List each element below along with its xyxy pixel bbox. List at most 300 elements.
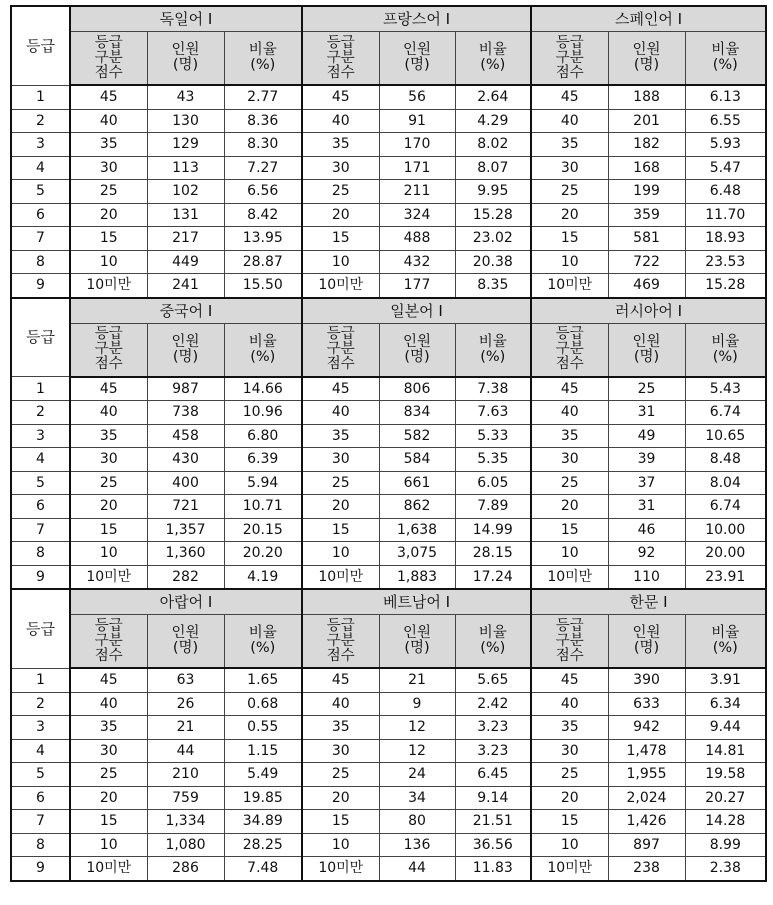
score-cell: 10 bbox=[302, 250, 379, 274]
count-cell: 31 bbox=[608, 401, 685, 425]
grade-cell: 7 bbox=[11, 518, 70, 542]
count-cell: 987 bbox=[147, 377, 224, 401]
ratio-cell: 2.64 bbox=[455, 85, 531, 109]
count-cell: 44 bbox=[379, 857, 455, 881]
ratio-cell: 5.94 bbox=[224, 471, 302, 495]
sub-header-line: 등급 bbox=[94, 326, 123, 342]
count-cell: 129 bbox=[147, 133, 224, 157]
score-cell: 20 bbox=[302, 786, 379, 810]
count-cell: 721 bbox=[147, 495, 224, 519]
grade-cell: 7 bbox=[11, 227, 70, 251]
count-cell: 1,357 bbox=[147, 518, 224, 542]
ratio-header bbox=[685, 32, 766, 86]
sub-header-line: 비율 bbox=[711, 42, 740, 58]
grade-cell: 2 bbox=[11, 401, 70, 425]
table-row bbox=[11, 156, 766, 180]
count-cell: 217 bbox=[147, 227, 224, 251]
count-header bbox=[608, 32, 685, 86]
ratio-cell: 28.15 bbox=[455, 542, 531, 566]
count-cell: 177 bbox=[379, 274, 455, 298]
ratio-cell: 15.28 bbox=[685, 274, 766, 298]
count-header bbox=[379, 32, 455, 86]
grade-cell: 3 bbox=[11, 133, 70, 157]
score-cut-header bbox=[302, 32, 379, 86]
sub-header-line: 점수 bbox=[326, 356, 355, 372]
ratio-cell: 2.38 bbox=[685, 857, 766, 881]
count-cell: 806 bbox=[379, 377, 455, 401]
count-cell: 91 bbox=[379, 109, 455, 133]
count-cell: 458 bbox=[147, 424, 224, 448]
count-cell: 1,955 bbox=[608, 763, 685, 787]
ratio-cell: 15.28 bbox=[455, 203, 531, 227]
ratio-cell: 21.51 bbox=[455, 810, 531, 834]
ratio-header bbox=[685, 323, 766, 377]
score-cell: 35 bbox=[302, 133, 379, 157]
count-cell: 449 bbox=[147, 250, 224, 274]
score-cell: 30 bbox=[302, 156, 379, 180]
score-cell: 45 bbox=[302, 668, 379, 692]
count-cell: 201 bbox=[608, 109, 685, 133]
ratio-cell: 9.95 bbox=[455, 180, 531, 204]
count-cell: 738 bbox=[147, 401, 224, 425]
score-cell: 30 bbox=[531, 739, 608, 763]
sub-header-line: 구분 bbox=[555, 341, 584, 357]
ratio-cell: 3.23 bbox=[455, 739, 531, 763]
sub-header-line: 구분 bbox=[555, 49, 584, 66]
sub-header-line: (명) bbox=[404, 640, 430, 656]
ratio-cell: 5.35 bbox=[455, 448, 531, 472]
score-cell: 35 bbox=[302, 716, 379, 740]
language-header-row bbox=[11, 6, 766, 32]
sub-header-line: 등급 bbox=[555, 34, 584, 51]
ratio-cell: 7.63 bbox=[455, 401, 531, 425]
count-cell: 400 bbox=[147, 471, 224, 495]
table-row bbox=[11, 401, 766, 425]
score-cell: 15 bbox=[531, 227, 608, 251]
ratio-cell: 5.93 bbox=[685, 133, 766, 157]
score-cell: 40 bbox=[302, 109, 379, 133]
sub-header-line: 인원 bbox=[403, 625, 432, 641]
score-cell: 40 bbox=[70, 401, 147, 425]
sub-header-line: 비율 bbox=[248, 42, 277, 58]
count-cell: 582 bbox=[379, 424, 455, 448]
grade-cell: 2 bbox=[11, 109, 70, 133]
ratio-cell: 23.02 bbox=[455, 227, 531, 251]
score-cell: 20 bbox=[531, 203, 608, 227]
grade-cell: 6 bbox=[11, 203, 70, 227]
sub-header-line: 등급 bbox=[555, 617, 584, 634]
score-cell: 30 bbox=[302, 448, 379, 472]
sub-header-line: 비율 bbox=[248, 625, 277, 641]
grade-cell: 5 bbox=[11, 180, 70, 204]
ratio-cell: 28.25 bbox=[224, 833, 302, 857]
sub-header-line: 인원 bbox=[171, 42, 200, 58]
count-cell: 26 bbox=[147, 692, 224, 716]
count-cell: 2,024 bbox=[608, 786, 685, 810]
score-cell: 40 bbox=[70, 692, 147, 716]
language-title: 러시아어 I bbox=[531, 298, 766, 324]
language-header-row bbox=[11, 589, 766, 615]
ratio-cell: 3.23 bbox=[455, 716, 531, 740]
count-cell: 722 bbox=[608, 250, 685, 274]
table-row bbox=[11, 227, 766, 251]
count-cell: 210 bbox=[147, 763, 224, 787]
sub-header-line: 점수 bbox=[326, 64, 355, 81]
sub-header-line: 구분 bbox=[94, 632, 123, 649]
ratio-cell: 5.65 bbox=[455, 668, 531, 692]
count-cell: 834 bbox=[379, 401, 455, 425]
grade-cell: 1 bbox=[11, 377, 70, 401]
table-row bbox=[11, 424, 766, 448]
score-cell: 25 bbox=[531, 471, 608, 495]
score-cell: 15 bbox=[302, 810, 379, 834]
ratio-cell: 5.33 bbox=[455, 424, 531, 448]
sub-header-row bbox=[11, 615, 766, 669]
score-cell: 45 bbox=[70, 668, 147, 692]
ratio-cell: 5.47 bbox=[685, 156, 766, 180]
table-row bbox=[11, 85, 766, 109]
ratio-cell: 17.24 bbox=[455, 565, 531, 589]
score-cell: 20 bbox=[531, 495, 608, 519]
sub-header-line: 인원 bbox=[632, 42, 661, 58]
count-cell: 34 bbox=[379, 786, 455, 810]
count-cell: 102 bbox=[147, 180, 224, 204]
count-cell: 199 bbox=[608, 180, 685, 204]
count-cell: 92 bbox=[608, 542, 685, 566]
count-cell: 31 bbox=[608, 495, 685, 519]
ratio-cell: 6.74 bbox=[685, 401, 766, 425]
ratio-cell: 20.38 bbox=[455, 250, 531, 274]
ratio-cell: 20.00 bbox=[685, 542, 766, 566]
table-row bbox=[11, 180, 766, 204]
score-cut-header bbox=[531, 615, 608, 669]
grade-cell: 5 bbox=[11, 471, 70, 495]
score-cell: 35 bbox=[70, 716, 147, 740]
grade-cell: 5 bbox=[11, 763, 70, 787]
table-body bbox=[11, 6, 766, 881]
ratio-header bbox=[455, 615, 531, 669]
score-cell: 15 bbox=[70, 518, 147, 542]
ratio-cell: 9.44 bbox=[685, 716, 766, 740]
grade-column-header: 등급 bbox=[11, 589, 70, 668]
score-cell: 25 bbox=[531, 763, 608, 787]
count-cell: 238 bbox=[608, 857, 685, 881]
ratio-header bbox=[224, 615, 302, 669]
ratio-cell: 8.35 bbox=[455, 274, 531, 298]
ratio-cell: 2.77 bbox=[224, 85, 302, 109]
ratio-cell: 14.28 bbox=[685, 810, 766, 834]
count-header bbox=[147, 323, 224, 377]
ratio-cell: 7.27 bbox=[224, 156, 302, 180]
count-cell: 897 bbox=[608, 833, 685, 857]
score-cell: 35 bbox=[302, 424, 379, 448]
score-cell: 45 bbox=[531, 377, 608, 401]
grade-cell: 6 bbox=[11, 495, 70, 519]
count-cell: 759 bbox=[147, 786, 224, 810]
score-cell: 15 bbox=[302, 227, 379, 251]
ratio-cell: 18.93 bbox=[685, 227, 766, 251]
score-cell: 40 bbox=[531, 109, 608, 133]
score-cell: 25 bbox=[70, 471, 147, 495]
table-row bbox=[11, 668, 766, 692]
language-title: 베트남어 I bbox=[302, 589, 531, 615]
ratio-cell: 8.42 bbox=[224, 203, 302, 227]
score-cell: 30 bbox=[531, 448, 608, 472]
grade-cell: 7 bbox=[11, 810, 70, 834]
score-cut-header bbox=[70, 323, 147, 377]
ratio-cell: 3.91 bbox=[685, 668, 766, 692]
sub-header-line: (%) bbox=[480, 57, 506, 73]
score-cell: 45 bbox=[531, 85, 608, 109]
table-row bbox=[11, 716, 766, 740]
ratio-cell: 10.96 bbox=[224, 401, 302, 425]
score-cell: 25 bbox=[531, 180, 608, 204]
count-header bbox=[608, 615, 685, 669]
ratio-cell: 5.49 bbox=[224, 763, 302, 787]
score-cell: 10미만 bbox=[302, 857, 379, 881]
count-cell: 188 bbox=[608, 85, 685, 109]
sub-header-line: (%) bbox=[480, 348, 506, 365]
sub-header-line: 등급 bbox=[326, 34, 355, 51]
table-row bbox=[11, 786, 766, 810]
language-title: 프랑스어 I bbox=[302, 6, 531, 32]
ratio-cell: 14.81 bbox=[685, 739, 766, 763]
count-cell: 9 bbox=[379, 692, 455, 716]
ratio-cell: 20.27 bbox=[685, 786, 766, 810]
score-cell: 10 bbox=[302, 542, 379, 566]
score-cell: 10 bbox=[302, 833, 379, 857]
count-cell: 390 bbox=[608, 668, 685, 692]
table-row bbox=[11, 448, 766, 472]
ratio-cell: 6.56 bbox=[224, 180, 302, 204]
language-header-row bbox=[11, 298, 766, 324]
sub-header-line: 점수 bbox=[94, 647, 123, 664]
score-cell: 20 bbox=[302, 203, 379, 227]
ratio-cell: 0.55 bbox=[224, 716, 302, 740]
score-cell: 30 bbox=[70, 448, 147, 472]
count-header bbox=[608, 323, 685, 377]
sub-header-line: 인원 bbox=[632, 333, 661, 350]
sub-header-line: 비율 bbox=[248, 333, 277, 350]
count-cell: 1,478 bbox=[608, 739, 685, 763]
sub-header-row bbox=[11, 32, 766, 86]
ratio-cell: 13.95 bbox=[224, 227, 302, 251]
ratio-cell: 5.43 bbox=[685, 377, 766, 401]
count-cell: 633 bbox=[608, 692, 685, 716]
sub-header-line: 구분 bbox=[94, 341, 123, 357]
ratio-cell: 8.48 bbox=[685, 448, 766, 472]
ratio-cell: 14.99 bbox=[455, 518, 531, 542]
count-cell: 170 bbox=[379, 133, 455, 157]
ratio-cell: 1.65 bbox=[224, 668, 302, 692]
sub-header-line: 등급 bbox=[326, 617, 355, 634]
score-cell: 25 bbox=[302, 763, 379, 787]
ratio-cell: 8.30 bbox=[224, 133, 302, 157]
score-cell: 10 bbox=[70, 250, 147, 274]
ratio-cell: 6.80 bbox=[224, 424, 302, 448]
ratio-cell: 28.87 bbox=[224, 250, 302, 274]
count-cell: 63 bbox=[147, 668, 224, 692]
ratio-cell: 2.42 bbox=[455, 692, 531, 716]
count-header bbox=[147, 615, 224, 669]
count-cell: 488 bbox=[379, 227, 455, 251]
score-cut-header bbox=[531, 323, 608, 377]
count-cell: 130 bbox=[147, 109, 224, 133]
ratio-cell: 6.13 bbox=[685, 85, 766, 109]
score-cell: 15 bbox=[531, 518, 608, 542]
count-cell: 21 bbox=[147, 716, 224, 740]
ratio-cell: 6.55 bbox=[685, 109, 766, 133]
sub-header-line: 인원 bbox=[171, 333, 200, 350]
ratio-header bbox=[455, 323, 531, 377]
sub-header-line: 구분 bbox=[326, 341, 355, 357]
count-cell: 37 bbox=[608, 471, 685, 495]
count-cell: 432 bbox=[379, 250, 455, 274]
language-title: 아랍어 I bbox=[70, 589, 302, 615]
score-cell: 10 bbox=[531, 833, 608, 857]
ratio-cell: 7.89 bbox=[455, 495, 531, 519]
ratio-cell: 6.39 bbox=[224, 448, 302, 472]
ratio-cell: 8.99 bbox=[685, 833, 766, 857]
sub-header-line: 비율 bbox=[478, 625, 507, 641]
ratio-cell: 0.68 bbox=[224, 692, 302, 716]
ratio-cell: 11.70 bbox=[685, 203, 766, 227]
score-cell: 45 bbox=[302, 85, 379, 109]
table-row bbox=[11, 518, 766, 542]
ratio-cell: 19.85 bbox=[224, 786, 302, 810]
sub-header-line: (%) bbox=[250, 640, 276, 656]
ratio-cell: 20.20 bbox=[224, 542, 302, 566]
count-cell: 211 bbox=[379, 180, 455, 204]
count-header bbox=[147, 32, 224, 86]
ratio-cell: 6.34 bbox=[685, 692, 766, 716]
sub-header-line: 비율 bbox=[478, 333, 507, 350]
grade-distribution-table bbox=[10, 5, 767, 882]
count-cell: 942 bbox=[608, 716, 685, 740]
score-cut-header bbox=[302, 323, 379, 377]
count-cell: 581 bbox=[608, 227, 685, 251]
score-cell: 20 bbox=[70, 786, 147, 810]
ratio-header bbox=[685, 615, 766, 669]
score-cell: 30 bbox=[531, 156, 608, 180]
count-cell: 113 bbox=[147, 156, 224, 180]
language-title: 한문 I bbox=[531, 589, 766, 615]
score-cell: 10미만 bbox=[70, 565, 147, 589]
table-row bbox=[11, 810, 766, 834]
count-cell: 131 bbox=[147, 203, 224, 227]
sub-header-line: (%) bbox=[250, 348, 276, 365]
grade-cell: 6 bbox=[11, 786, 70, 810]
table-row bbox=[11, 763, 766, 787]
sub-header-line: 등급 bbox=[94, 34, 123, 51]
count-cell: 46 bbox=[608, 518, 685, 542]
table-row bbox=[11, 133, 766, 157]
ratio-cell: 4.29 bbox=[455, 109, 531, 133]
ratio-cell: 1.15 bbox=[224, 739, 302, 763]
ratio-cell: 6.74 bbox=[685, 495, 766, 519]
ratio-cell: 34.89 bbox=[224, 810, 302, 834]
sub-header-line: 인원 bbox=[403, 333, 432, 350]
score-cell: 45 bbox=[531, 668, 608, 692]
score-cell: 10미만 bbox=[531, 857, 608, 881]
score-cell: 15 bbox=[70, 810, 147, 834]
score-cell: 15 bbox=[302, 518, 379, 542]
count-cell: 862 bbox=[379, 495, 455, 519]
ratio-cell: 6.48 bbox=[685, 180, 766, 204]
ratio-header bbox=[455, 32, 531, 86]
count-cell: 12 bbox=[379, 739, 455, 763]
grade-cell: 1 bbox=[11, 668, 70, 692]
ratio-cell: 36.56 bbox=[455, 833, 531, 857]
count-cell: 39 bbox=[608, 448, 685, 472]
count-cell: 324 bbox=[379, 203, 455, 227]
ratio-cell: 20.15 bbox=[224, 518, 302, 542]
ratio-cell: 23.91 bbox=[685, 565, 766, 589]
count-cell: 43 bbox=[147, 85, 224, 109]
score-cell: 45 bbox=[70, 377, 147, 401]
language-title: 스페인어 I bbox=[531, 6, 766, 32]
grade-cell: 9 bbox=[11, 274, 70, 298]
score-cell: 10 bbox=[70, 833, 147, 857]
score-cell: 15 bbox=[70, 227, 147, 251]
sub-header-line: 인원 bbox=[171, 625, 200, 641]
sub-header-line: 점수 bbox=[555, 647, 584, 664]
count-cell: 1,638 bbox=[379, 518, 455, 542]
table-row bbox=[11, 857, 766, 881]
sub-header-line: 구분 bbox=[326, 632, 355, 649]
count-cell: 1,360 bbox=[147, 542, 224, 566]
score-cell: 35 bbox=[531, 133, 608, 157]
ratio-cell: 10.00 bbox=[685, 518, 766, 542]
sub-header-line: 등급 bbox=[94, 617, 123, 634]
sub-header-line: (%) bbox=[250, 57, 276, 73]
score-cell: 25 bbox=[302, 471, 379, 495]
sub-header-line: 점수 bbox=[94, 64, 123, 81]
score-cell: 35 bbox=[70, 133, 147, 157]
grade-cell: 4 bbox=[11, 739, 70, 763]
grade-cell: 3 bbox=[11, 716, 70, 740]
score-cell: 10미만 bbox=[302, 274, 379, 298]
score-cell: 35 bbox=[531, 424, 608, 448]
count-cell: 584 bbox=[379, 448, 455, 472]
score-cell: 40 bbox=[302, 692, 379, 716]
sub-header-line: 비율 bbox=[711, 625, 740, 641]
grade-cell: 4 bbox=[11, 156, 70, 180]
grade-cell: 8 bbox=[11, 833, 70, 857]
score-cell: 10미만 bbox=[70, 274, 147, 298]
language-title: 독일어 I bbox=[70, 6, 302, 32]
sub-header-line: 등급 bbox=[555, 326, 584, 342]
grade-column-header: 등급 bbox=[11, 298, 70, 377]
language-title: 일본어 I bbox=[302, 298, 531, 324]
score-cell: 10 bbox=[531, 250, 608, 274]
count-cell: 21 bbox=[379, 668, 455, 692]
grade-cell: 9 bbox=[11, 565, 70, 589]
sub-header-line: 구분 bbox=[94, 49, 123, 66]
grade-cell: 8 bbox=[11, 542, 70, 566]
score-cell: 20 bbox=[302, 495, 379, 519]
ratio-cell: 8.04 bbox=[685, 471, 766, 495]
sub-header-line: 구분 bbox=[326, 49, 355, 66]
ratio-cell: 7.38 bbox=[455, 377, 531, 401]
count-cell: 171 bbox=[379, 156, 455, 180]
ratio-cell: 6.05 bbox=[455, 471, 531, 495]
table-row bbox=[11, 833, 766, 857]
score-cell: 10미만 bbox=[531, 565, 608, 589]
count-cell: 430 bbox=[147, 448, 224, 472]
sub-header-line: 점수 bbox=[555, 356, 584, 372]
ratio-cell: 4.19 bbox=[224, 565, 302, 589]
